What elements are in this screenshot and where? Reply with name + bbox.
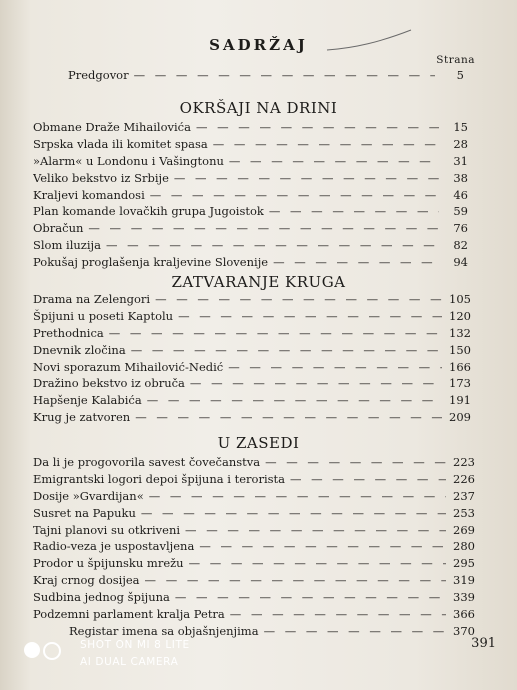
entry-page: 191 [449,393,471,408]
dash-leader [106,238,439,252]
dash-leader [229,154,439,168]
entry-page: 31 [453,153,468,168]
entry-title: Susret na Papuku [33,505,136,520]
entry-page: 269 [453,522,475,537]
entry-page: 94 [453,255,468,270]
toc-entry [33,137,468,154]
dash-leader [141,506,446,520]
entry-title: Kraj crnog dosijea [33,573,140,588]
entry-title: Prodor u špijunsku mrežu [33,556,184,571]
entry-title: Kraljevi komandosi [33,187,145,202]
dash-leader [196,120,439,134]
dash-leader [189,556,446,570]
toc-entry [33,393,471,410]
dash-leader [290,472,446,486]
entry-title: Drama na Zelengori [33,292,151,306]
dash-leader [109,326,442,340]
entry-page: 105 [449,292,471,306]
entry-page: 253 [453,505,475,520]
entry-page: 223 [453,455,475,469]
toc-entry [33,221,468,238]
watermark-line-1: SHOT ON MI 8 LITE [80,639,190,651]
dash-leader [135,410,442,424]
entry-page: 132 [449,325,471,340]
entry-title: Novi sporazum Mihailović-Nedić [33,359,224,374]
entry-page: 280 [453,539,475,554]
entry-page: 28 [453,136,468,151]
toc-entry [33,489,475,506]
dash-leader [230,607,446,621]
dash-leader [185,523,446,537]
entry-page: 319 [453,573,475,588]
section-heading: OKRŠAJI NA DRINI [179,99,338,117]
dash-leader [273,255,439,269]
toc-entry [33,410,471,427]
toc-entry [33,154,468,171]
toc-entry [33,171,468,188]
dash-leader [178,309,442,323]
entry-title: Slom iluzija [33,238,101,253]
dash-leader [199,539,446,553]
front-matter-list [68,68,464,85]
toc-entry [33,455,475,472]
entry-page: 295 [453,556,475,571]
entry-title: Hapšenje Kalabića [33,393,142,408]
toc-entry [33,255,468,272]
entry-page: 166 [449,359,471,374]
entry-title: Predgovor [68,68,129,82]
entry-page: 370 [453,623,475,638]
entry-page: 209 [449,410,471,425]
toc-entry [33,556,475,573]
entry-title: Plan komande lovačkih grupa Jugoistok [33,204,264,219]
dash-leader [174,171,439,185]
section-heading: U ZASEDI [217,434,300,452]
entry-page: 59 [453,204,468,219]
entry-title: Prethodnica [33,325,104,340]
toc-entry-predgovor [68,68,464,85]
entry-title: Da li je progovorila savest čovečanstva [33,455,261,469]
entry-title: Dražino bekstvo iz obruča [33,376,185,391]
entry-title: Registar imena sa objašnjenjima [69,623,259,638]
entry-page: 38 [453,170,468,185]
dash-leader [175,590,446,604]
toc-entry [33,120,468,137]
dash-leader [190,376,442,390]
toc-entry [33,292,471,309]
entry-title: Podzemni parlament kralja Petra [33,607,225,622]
camera-watermark [24,637,224,675]
toc-entry [33,360,471,377]
toc-entry [33,238,468,255]
toc-entry [33,523,475,540]
dash-leader [269,204,439,218]
entry-page: 339 [453,590,475,605]
entry-page: 15 [453,120,468,134]
toc-entry [33,607,475,624]
dash-leader [134,68,435,82]
section-list-u-zasedi [33,455,475,641]
watermark-line-2: AI DUAL CAMERA [80,656,179,668]
toc-entry [33,326,471,343]
dash-leader [147,393,442,407]
toc-entry [33,309,471,326]
dash-leader [264,624,446,638]
entry-title: Emigrantski logori depoi špijuna i terorista [33,471,285,486]
toc-entry [33,188,468,205]
dash-leader [145,573,446,587]
entry-page: 237 [453,488,475,503]
dash-leader [213,137,439,151]
toc-entry [33,573,475,590]
entry-page: 5 [456,68,464,82]
entry-title: Krug je zatvoren [33,410,131,425]
section-list-zatvaranje [33,292,471,427]
entry-title: Radio-veza je uspostavljena [33,539,195,554]
entry-title: Obračun [33,221,84,236]
dash-leader [155,292,442,306]
toc-entry [33,343,471,360]
entry-title: Sudbina jednog špijuna [33,590,170,605]
entry-page: 226 [453,471,475,486]
toc-entry [33,472,475,489]
dash-leader [149,489,446,503]
entry-page: 173 [449,376,471,391]
page-title: SADRŽAJ [209,36,308,54]
entry-title: »Alarm« u Londonu i Vašingtonu [33,153,224,168]
camera-logo-icon [24,642,64,661]
entry-title: Pokušaj proglašenja kraljevine Slovenije [33,255,269,270]
page-column-label: Strana [436,54,475,66]
entry-title: Tajni planovi su otkriveni [33,522,181,537]
dash-leader [131,343,442,357]
section-list-okrsaji [33,120,468,272]
dash-leader [228,360,442,374]
toc-entry [33,204,468,221]
toc-entry [33,376,471,393]
entry-title: Srpska vlada ili komitet spasa [33,136,208,151]
entry-page: 46 [453,187,468,202]
entry-page: 366 [453,607,475,622]
entry-title: Veliko bekstvo iz Srbije [33,170,169,185]
entry-title: Dosije »Gvardijan« [33,488,144,503]
toc-entry [33,590,475,607]
page-number: 391 [471,636,496,651]
entry-page: 120 [449,308,471,323]
toc-entry [33,506,475,523]
entry-title: Špijuni u poseti Kaptolu [33,308,174,323]
toc-entry [33,539,475,556]
entry-page: 76 [453,221,468,236]
dash-leader [88,221,439,235]
dash-leader [150,188,439,202]
dash-leader [265,455,446,469]
section-heading: ZATVARANJE KRUGA [171,273,346,291]
entry-title: Dnevnik zločina [33,342,126,357]
entry-page: 150 [449,342,471,357]
entry-title: Obmane Draže Mihailovića [33,120,191,134]
entry-page: 82 [453,238,468,253]
